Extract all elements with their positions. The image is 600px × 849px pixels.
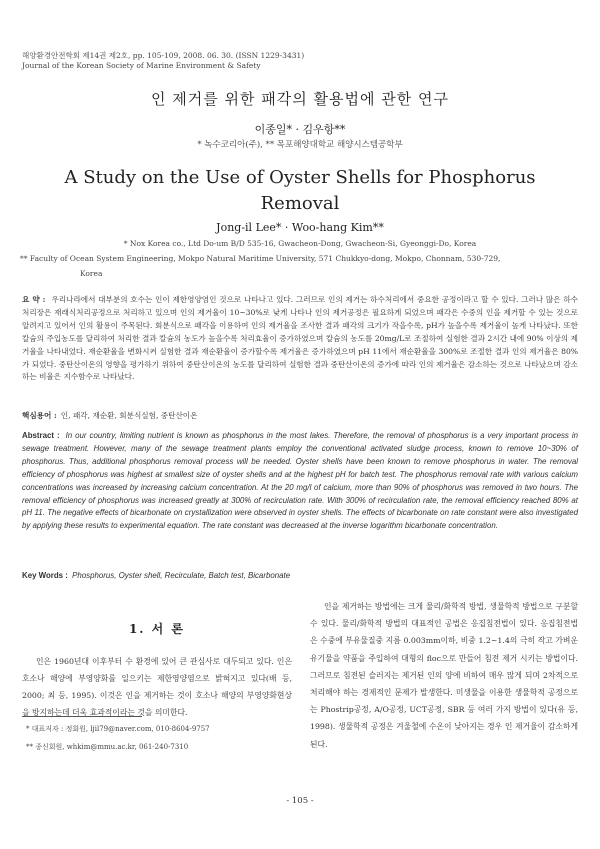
english-title: A Study on the Use of Oyster Shells for Phosphorus Removal bbox=[64, 167, 536, 214]
affiliation-line-1: * Nox Korea co., Ltd Do-um B/D 535-16, Gwacheon-Dong, Gwacheon-Si, Gyeonggi-Do, Korea bbox=[123, 239, 477, 248]
korean-abstract-label: 요 약 : bbox=[22, 295, 46, 304]
footnote-coauthor: ** 종신회원, whkim@mmu.ac.kr, 061-240-7310 bbox=[26, 743, 189, 751]
korean-affiliation: * 녹수코리아(주), ** 목포해양대학교 해양시스템공학부 bbox=[197, 140, 403, 150]
affiliation-line-3: Korea bbox=[80, 269, 103, 278]
english-keywords-label: Key Words : bbox=[22, 571, 68, 580]
journal-citation: 해양환경안전학회 제14권 제2호, pp. 105-109, 2008. 06. 30. (ISSN 1229-3431) bbox=[22, 51, 305, 60]
korean-abstract bbox=[22, 294, 578, 384]
korean-abstract-text: 우리나라에서 대부분의 호수는 인이 제한영양염인 것으로 나타나고 있다. 그러므로 인의 제거는 하수처리에서 중요한 공정이라고 할 수 있다. 그러나 많은 하수처리장은 재래식처리공정으로 처리하고 있으며 인의 제거율이 10~30%로 낮게 나타나 인의 제거공정은 필요하게 되었으며 패각은 수중의 인을 제거할 수 있는 것으로 알려지고 있어서 인의 활용이 주목된다. 회분식으로 패각을 이용하여 인의 제거율을 조사한 결과 패각의 크기가 작을수록, pH가 높을수록 제거율이 높게 나타났다. 또한 칼슘의 주입농도를 달리하여 처리한 결과 칼슘의 농도가 높을수록 처리효율이 증가하였으며 칼슘의 농도를 20mg/L로 조절하여 실험한 결과 2시간 내에 90% 이상의 제거율을 나타내었다. 재순환율을 변화시켜 실험한 결과 재순환율이 증가할수록 제거율은 증가하였으며 pH 11에서 재순환율을 300%로 조절한 결과 인의 제거율은 80%가 되었다. 중탄산이온의 영향을 평가하기 위하여 중탄산이온의 농도를 달리하여 실험한 결과 중탄산이온의 증가에 따라 인의 제거율은 감소하는 것으로 나타났으며 감소하는 비율은 지수함수로 나타났다. bbox=[22, 295, 578, 382]
korean-authors: 이종일* · 김우항** bbox=[254, 123, 346, 136]
body-left-column: 인은 1960년대 이후부터 수 환경에 있어 큰 관심사로 대두되고 있다. 인은 호소나 해양에 부영양화를 일으키는 제한영양염으로 밝혀지고 있다(배 등, 2000; 최 등, 1995). 이것은 인을 제거하는 것이 호소나 해양의 부영양화현상을 방지하는데 더욱 효과적이라는 것을 의미한다. bbox=[22, 657, 292, 717]
english-abstract bbox=[22, 430, 578, 533]
page-number: - 105 - bbox=[286, 796, 314, 806]
english-abstract-label: Abstract : bbox=[22, 431, 60, 440]
english-abstract-text: In our country, limiting nutrient is known as phosphorus in the most lakes. Therefore, the removal of phosphorus is a very important process in sewage treatment. However, many of the sewage treatment plants employ the conventional activated sludge process, known to remove 10~30% of phosphorus. Thus, additional phosphorus removal process will be needed. Oyster shells have been known to remove phosphorus in water. The removal efficiency of phosphorus was highest at smallest size of oyster shells and at the highest pH for batch test. The phosphorus removal rate with various calcium concentrations was increased by increasing calcium concentration. At the 20 mg/l of calcium, more than 90% of phosphorus was removed in two hours. The removal efficiency of phosphorus was increased greatly at 300% of recirculation rate. With 300% of recirculation rate, the removal efficiency reached 80% at pH 11. The negative effects of bicarbonate on crystallization were observed in oyster shells. The effects of bicarbonate on rate constant were also investigated by applying these results to experimental equation. The rate constant was decreased at the inverse logarithm bicarbonate concentration. bbox=[22, 431, 578, 531]
english-keywords bbox=[22, 571, 578, 580]
korean-title: 인 제거를 위한 패각의 활용법에 관한 연구 bbox=[151, 90, 449, 108]
korean-keywords-label: 핵심용어 : bbox=[22, 411, 57, 420]
footnote-rule bbox=[22, 716, 142, 717]
english-authors: Jong-il Lee* · Woo-hang Kim** bbox=[216, 221, 384, 234]
korean-keywords-text: 인, 패각, 재순환, 회분식실험, 중탄산이온 bbox=[60, 411, 198, 420]
english-affiliation bbox=[20, 236, 580, 281]
affiliation-line-2: ** Faculty of Ocean System Engineering, Mokpo Natural Maritime University, 571 Chukkyo-dong, Mokpo, Chonnam, 530-729, bbox=[20, 254, 501, 263]
english-keywords-text: Phosphorus, Oyster shell, Recirculate, Batch test, Bicarbonate bbox=[72, 571, 291, 580]
journal-name: Journal of the Korean Society of Marine Environment & Safety bbox=[22, 61, 261, 70]
footnote-corresponding-author: * 대표저자 : 정회원, ljil79@naver.com, 010-8604-9757 bbox=[26, 725, 210, 733]
section-heading: 1. 서 론 bbox=[128, 622, 186, 636]
body-right-column: 인을 제거하는 방법에는 크게 물리/화학적 방법, 생물학적 방법으로 구분할 수 있다. 물리/화학적 방법의 대표적인 공법은 응집침전법이 있다. 응집침전법은 수중에 부유물질중 지름 0.003mm이하, 비중 1.2~1.4의 극히 작고 가벼운 유기물을 약품을 주입하여 대형의 floc으로 만들어 침전 제거 시키는 방법이다. 그러므로 침전된 슬러지는 제거된 인의 양에 비하여 매우 많게 되며 2차적으로 처리해야 하는 경제적인 문제가 발생한다. 미생물을 이용한 생물학적 공정으로는 Phostrip공정, A/O공정, UCT공정, SBR 등 여러 가지 방법이 있다(유 등, 1998). 생물학적 공정은 겨울철에 수온이 낮아지는 경우 인 제거율이 감소하게 된다. bbox=[310, 602, 578, 749]
korean-keywords bbox=[22, 410, 578, 421]
